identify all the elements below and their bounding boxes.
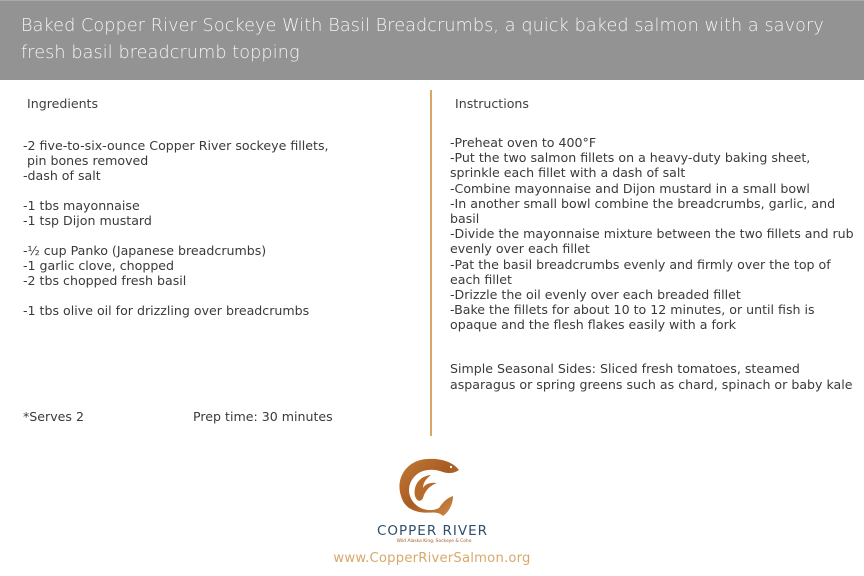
ingredient-item: pin bones removed	[23, 153, 149, 168]
ingredients-list	[23, 138, 423, 333]
serves-note: *Serves 2	[23, 409, 84, 424]
ingredient-item: -2 tbs chopped fresh basil	[23, 273, 187, 288]
recipe-title: Baked Copper River Sockeye With Basil Breadcrumbs, a quick baked salmon with a savory fresh basil breadcrumb topping	[21, 16, 824, 63]
ingredient-item: -1 garlic clove, chopped	[23, 258, 175, 273]
ingredient-item: -1 tbs mayonnaise	[23, 198, 140, 213]
instruction-step: -Divide the mayonnaise mixture between the two fillets and rub evenly over each fillet	[450, 226, 854, 257]
brand-name: COPPER RIVER	[376, 523, 489, 539]
ingredient-item: -½ cup Panko (Japanese breadcrumbs)	[23, 243, 267, 258]
instruction-step: -Combine mayonnaise and Dijon mustard in a small bowl	[450, 180, 810, 196]
instructions-list	[450, 135, 855, 333]
website-link[interactable]: www.CopperRiverSalmon.org	[333, 551, 531, 566]
instruction-step: -Preheat oven to 400°F	[450, 135, 597, 150]
brand-tagline: Wild Alaska King, Sockeye & Coho	[396, 539, 472, 544]
instruction-step: -Pat the basil breadcrumbs evenly and firmly over the top of each fillet	[450, 256, 831, 287]
ingredient-item: -1 tbs olive oil for drizzling over breadcrumbs	[23, 303, 310, 318]
ingredient-group-sauce	[23, 198, 423, 228]
column-divider	[430, 90, 432, 436]
ingredient-group-salmon	[23, 138, 423, 183]
prep-time: Prep time: 30 minutes	[193, 409, 333, 424]
salmon-icon	[393, 456, 465, 518]
ingredient-item: -dash of salt	[23, 168, 101, 183]
instruction-step: -In another small bowl combine the breadcrumbs, garlic, and basil	[450, 195, 836, 227]
ingredient-group-oil	[23, 303, 423, 318]
ingredient-group-topping	[23, 243, 423, 288]
ingredient-item: -1 tsp Dijon mustard	[23, 213, 152, 228]
instructions-heading: Instructions	[455, 96, 529, 111]
title-banner	[0, 0, 864, 80]
ingredients-heading: Ingredients	[27, 96, 99, 111]
instruction-step: -Bake the fillets for about 10 to 12 minutes, or until fish is opaque and the flesh flakes easily with a fork	[450, 302, 815, 333]
ingredient-item: -2 five-to-six-ounce Copper River sockeye fillets,	[23, 138, 329, 153]
seasonal-sides: Simple Seasonal Sides: Sliced fresh tomatoes, steamed asparagus or spring greens such as chard, spinach or baby kale	[450, 361, 853, 392]
instruction-step: -Drizzle the oil evenly over each breaded fillet	[450, 287, 741, 303]
instruction-step: -Put the two salmon fillets on a heavy-duty baking sheet, sprinkle each fillet with a dash of salt	[450, 150, 811, 181]
